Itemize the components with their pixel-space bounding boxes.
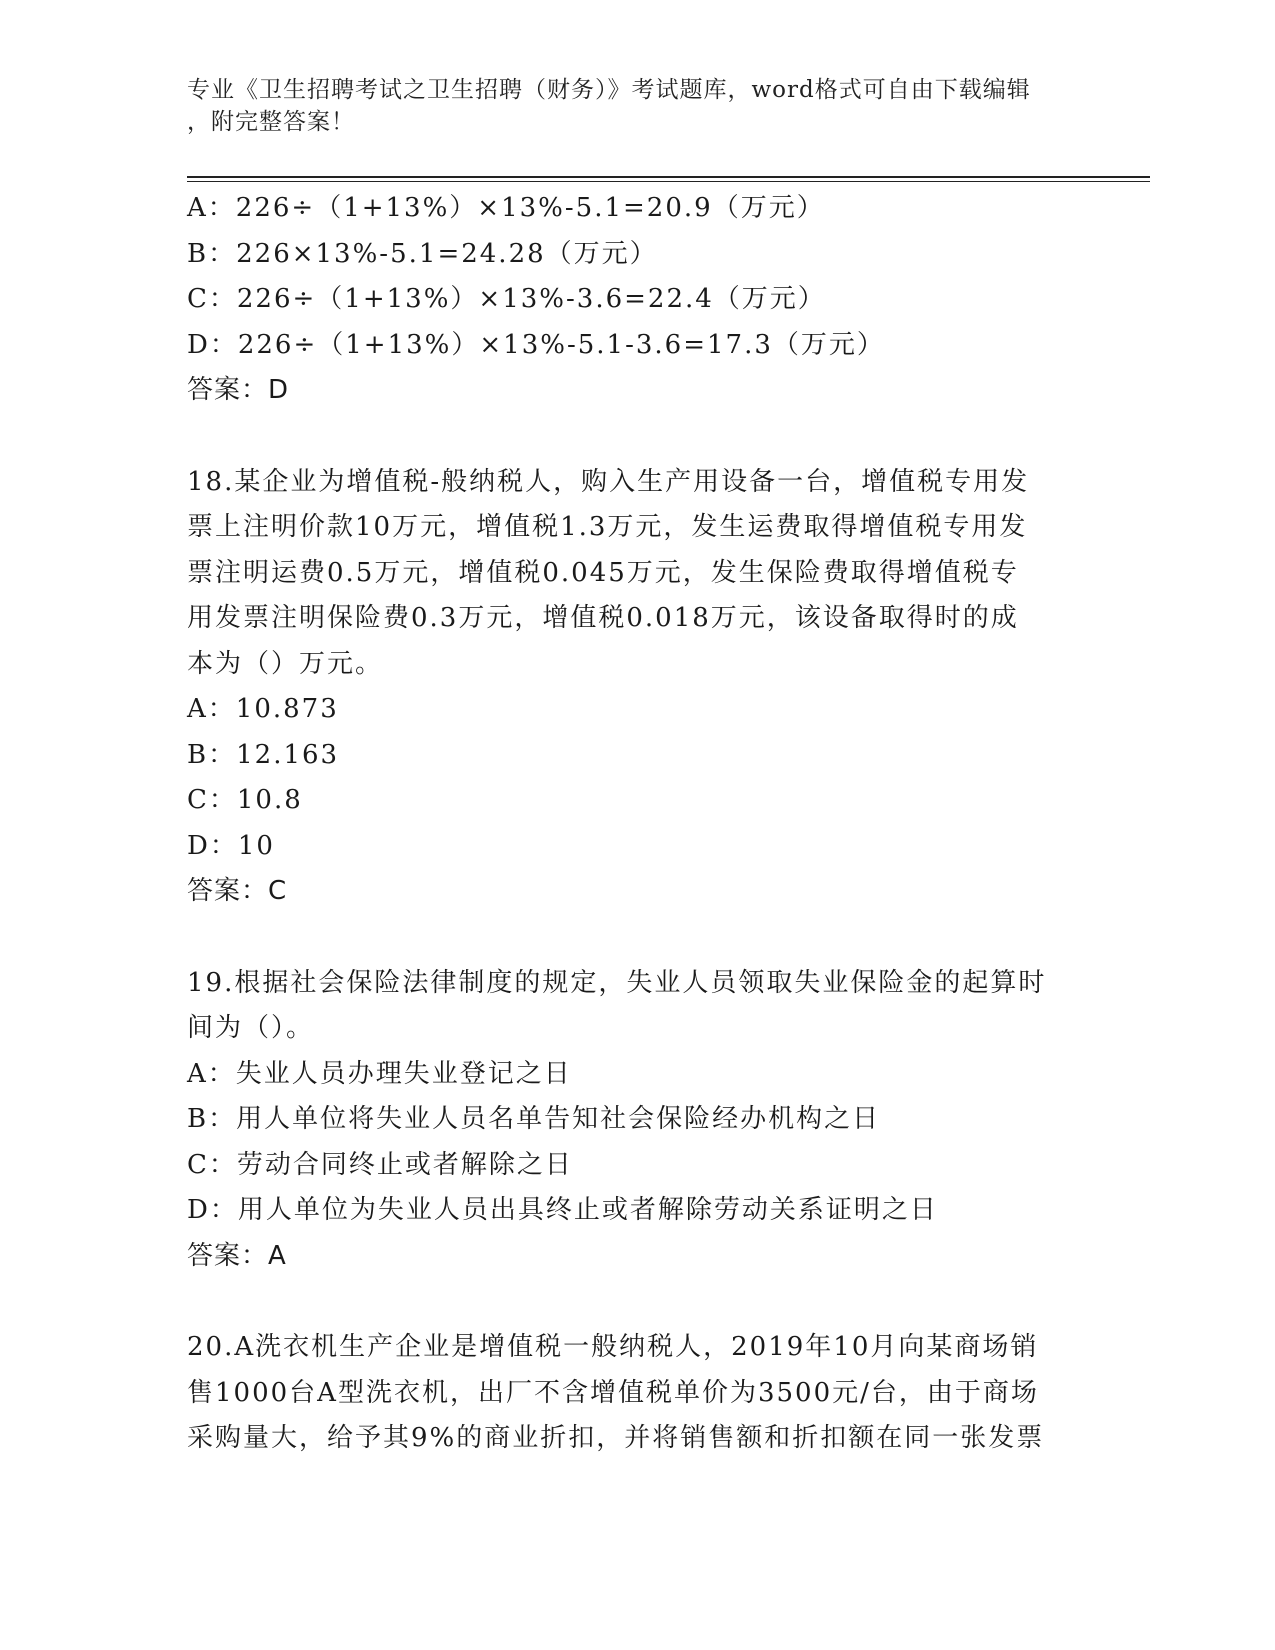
question-stem-line: 19.根据社会保险法律制度的规定，失业人员领取失业保险金的起算时	[187, 967, 1047, 998]
option-d: D：用人单位为失业人员出具终止或者解除劳动关系证明之日	[187, 1195, 938, 1225]
question-stem-line: 票注明运费0.5万元，增值税0.045万元，发生保险费取得增值税专	[187, 557, 1019, 588]
question-stem-line: 售1000台A型洗衣机，出厂不含增值税单价为3500元/台，由于商场	[187, 1377, 1039, 1408]
question-stem-line: 本为（）万元。	[187, 648, 384, 679]
question-stem-line: 20.A洗衣机生产企业是增值税一般纳税人，2019年10月向某商场销	[187, 1332, 1039, 1362]
header-divider-thin	[187, 181, 1150, 182]
question-18	[187, 460, 1087, 915]
option-a: A：10.873	[187, 694, 339, 724]
header-line-2: ，附完整答案！	[187, 109, 355, 135]
spacer	[187, 915, 1087, 961]
option-b: B：用人单位将失业人员名单告知社会保险经办机构之日	[187, 1104, 881, 1134]
option-c: C：劳动合同终止或者解除之日	[187, 1149, 573, 1180]
answer-label: 答案：A	[187, 1240, 287, 1271]
spacer	[187, 1279, 1087, 1325]
answer-label: 答案：C	[187, 876, 288, 906]
question-stem-line: 间为（）。	[187, 1013, 315, 1043]
question-17	[187, 186, 1087, 414]
question-stem-line: 用发票注明保险费0.3万元，增值税0.018万元，该设备取得时的成	[187, 603, 1019, 633]
option-b: B：226×13%-5.1=24.28（万元）	[187, 238, 658, 269]
document-header	[187, 74, 1067, 138]
header-line-1: 专业《卫生招聘考试之卫生招聘（财务）》考试题库，word格式可自由下载编辑	[187, 77, 1031, 103]
question-19	[187, 961, 1087, 1280]
question-content	[187, 186, 1087, 1462]
option-d: D：10	[187, 830, 275, 861]
question-stem-line: 票上注明价款10万元，增值税1.3万元，发生运费取得增值税专用发	[187, 512, 1028, 542]
header-divider-thick	[187, 176, 1150, 178]
answer-label: 答案：D	[187, 375, 290, 405]
option-b: B：12.163	[187, 739, 340, 770]
option-d: D：226÷（1+13%）×13%-5.1-3.6=17.3（万元）	[187, 329, 885, 360]
option-c: C：10.8	[187, 785, 303, 815]
question-stem-line: 18.某企业为增值税-般纳税人，购入生产用设备一台，增值税专用发	[187, 466, 1030, 497]
question-stem-line: 采购量大，给予其9%的商业折扣，并将销售额和折扣额在同一张发票	[187, 1423, 1045, 1453]
spacer	[187, 414, 1087, 460]
option-a: A：失业人员办理失业登记之日	[187, 1058, 572, 1089]
option-c: C：226÷（1+13%）×13%-3.6=22.4（万元）	[187, 284, 826, 314]
question-20	[187, 1325, 1087, 1462]
option-a: A：226÷（1+13%）×13%-5.1=20.9（万元）	[187, 193, 825, 223]
